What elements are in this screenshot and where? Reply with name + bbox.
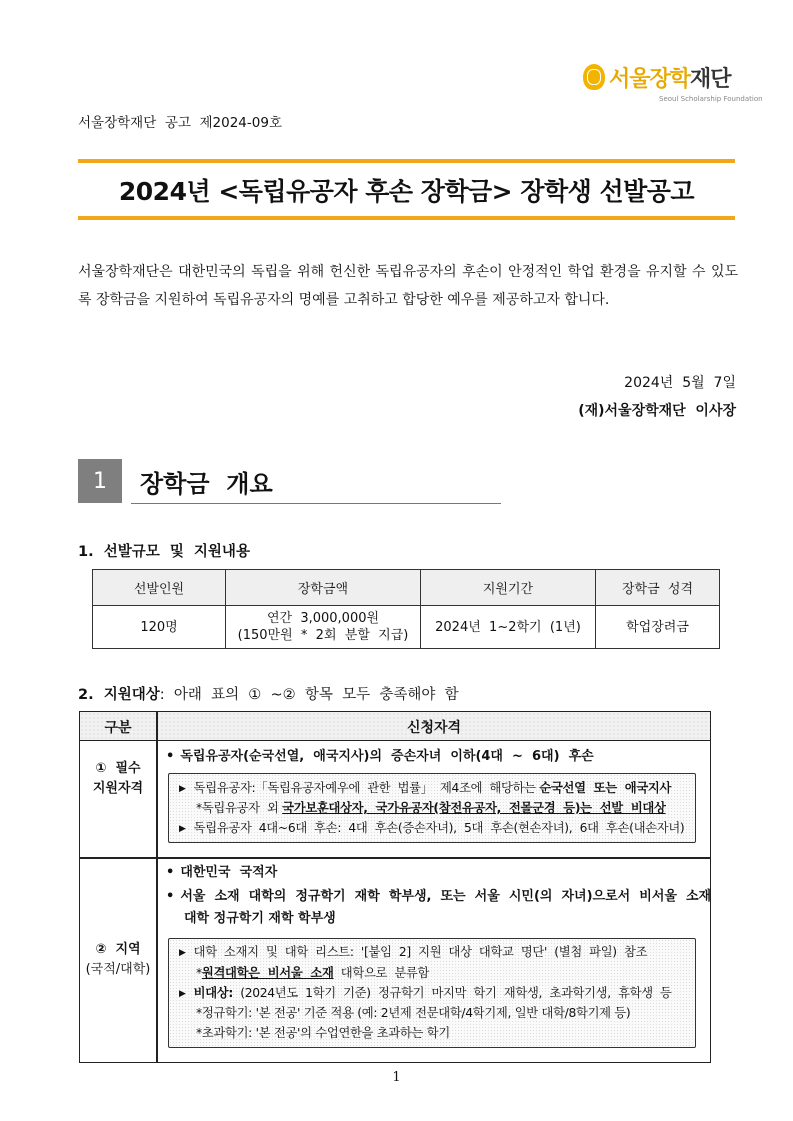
req2-box-line2-underline: 원격대학은 비서울 소재 bbox=[201, 966, 334, 980]
req2-label bbox=[80, 940, 156, 980]
subsection-2-title-rest: : 아래 표의 ① ~② 항목 모두 충족해야 함 bbox=[159, 687, 459, 703]
logo-name-part2: 재단 bbox=[690, 67, 731, 92]
page-number: 1 bbox=[392, 1070, 401, 1085]
section-title: 장학금 개요 bbox=[140, 470, 273, 498]
req1-detail-box bbox=[168, 773, 696, 843]
req2-bullet2-text: 서울 소재 대학의 정규학기 재학 학부생, 또는 서울 시민(의 자녀)으로서 비서울 소재 bbox=[180, 889, 712, 904]
amount-line2: (150만원 * 2회 분할 지급) bbox=[237, 628, 409, 643]
header-qualification: 신청자격 bbox=[406, 720, 462, 736]
section-underline bbox=[131, 503, 501, 504]
req2-bullet2-cont: 대학 정규학기 재학 학부생 bbox=[184, 911, 336, 926]
subsection-1-title: 1. 선발규모 및 지원내용 bbox=[78, 544, 250, 560]
foundation-logo bbox=[583, 62, 763, 108]
eligibility-table bbox=[79, 711, 711, 1063]
row-divider bbox=[80, 857, 710, 859]
header-amount: 장학금액 bbox=[226, 570, 421, 606]
req1-label bbox=[80, 759, 156, 799]
req1-box-line3 bbox=[179, 818, 684, 840]
cell-count: 120명 bbox=[93, 606, 226, 649]
req2-box-line1-text: 대학 소재지 및 대학 리스트: '[붙임 2] 지원 대상 대학교 명단' (별첨 파일) 참조 bbox=[193, 945, 648, 959]
subsection-2-title-bold: 2. 지원대상 bbox=[78, 687, 160, 703]
req2-box-line3-bold: 비대상: bbox=[193, 986, 233, 1000]
req2-box-line4: *정규학기: '본 전공' 기준 적용 (예: 2년제 전문대학/4학기제, 일반 대학/8학기제 등) bbox=[196, 1006, 631, 1020]
section-number-badge: 1 bbox=[78, 459, 122, 503]
req2-bullet1 bbox=[166, 862, 277, 884]
req2-box-line2 bbox=[196, 963, 429, 983]
req1-bullet bbox=[166, 746, 594, 768]
amount-line1: 연간 3,000,000원 bbox=[266, 611, 380, 626]
triangle-bullet-icon: ▶ bbox=[179, 989, 186, 999]
req1-bullet-text: 독립유공자(순국선열, 애국지사)의 증손자녀 이하(4대 ~ 6대) 후손 bbox=[180, 749, 594, 764]
cell-nature: 학업장려금 bbox=[596, 606, 720, 649]
req1-box-line1-bold: 순국선열 또는 애국지사 bbox=[539, 781, 672, 795]
bullet-dot-icon: • bbox=[166, 865, 175, 880]
req2-box-line3-text: (2024년도 1학기 기준) 정규학기 마지막 학기 재학생, 초과학기생, 휴학생 등 bbox=[232, 986, 672, 1000]
req1-box-line1 bbox=[179, 778, 671, 800]
req1-box-line2-text: *독립유공자 외 bbox=[196, 801, 283, 815]
req1-label-line1: ① 필수 bbox=[95, 761, 141, 776]
support-table bbox=[92, 569, 720, 649]
req1-box-line3-text: 독립유공자 4대~6대 후손: 4대 후손(증손자녀), 5대 후손(현손자녀), 6대 후손(내손자녀) bbox=[193, 821, 685, 835]
notice-number: 서울장학재단 공고 제2024-09호 bbox=[78, 115, 282, 131]
req1-label-line2: 지원자격 bbox=[92, 781, 144, 796]
intro-paragraph: 서울장학재단은 대한민국의 독립을 위해 헌신한 독립유공자의 후손이 안정적인 학업 환경을 유지할 수 있도록 장학금을 지원하여 독립유공자의 명예를 고취하고 합당한 예우를 제공하고자 합니다. bbox=[78, 264, 738, 308]
req2-detail-box bbox=[168, 938, 696, 1048]
triangle-bullet-icon: ▶ bbox=[179, 948, 186, 958]
bullet-dot-icon: • bbox=[166, 889, 175, 904]
req2-label-line1: ② 지역 bbox=[95, 942, 141, 957]
subsection-2-title bbox=[78, 683, 459, 704]
cell-amount bbox=[226, 606, 421, 649]
req1-box-line1-text: 독립유공자:「독립유공자예우에 관한 법률」 제4조에 해당하는 bbox=[193, 781, 540, 795]
req2-box-line1 bbox=[179, 942, 647, 964]
logo-subtitle: Seoul Scholarship Foundation bbox=[659, 95, 763, 103]
table-row bbox=[93, 606, 720, 649]
req2-bullet2 bbox=[166, 886, 711, 908]
req2-box-line5: *초과학기: '본 전공'의 수업연한을 초과하는 학기 bbox=[196, 1026, 450, 1040]
req2-box-line2-prefix: * bbox=[196, 966, 202, 980]
header-nature: 장학금 성격 bbox=[596, 570, 720, 606]
req2-box-line3 bbox=[179, 983, 672, 1005]
title-rule-bottom bbox=[78, 216, 735, 220]
req2-bullet1-text: 대한민국 국적자 bbox=[180, 865, 278, 880]
triangle-bullet-icon: ▶ bbox=[179, 784, 186, 794]
table-header-row bbox=[93, 570, 720, 606]
req1-box-line2-underline: 국가보훈대상자, 국가유공자(참전유공자, 전몰군경 등)는 선발 비대상 bbox=[282, 801, 666, 815]
notice-date: 2024년 5월 7일 bbox=[624, 375, 736, 391]
logo-name-part1: 서울장학 bbox=[609, 67, 691, 92]
logo-emblem-icon bbox=[583, 64, 605, 90]
signer: (재)서울장학재단 이사장 bbox=[578, 403, 736, 419]
req1-box-line2 bbox=[196, 798, 666, 818]
req2-box-line2-text: 대학으로 분류함 bbox=[333, 966, 430, 980]
document-title: 2024년 <독립유공자 후손 장학금> 장학생 선발공고 bbox=[118, 177, 695, 206]
title-rule-top bbox=[78, 159, 735, 163]
cell-period: 2024년 1~2학기 (1년) bbox=[421, 606, 596, 649]
header-count: 선발인원 bbox=[93, 570, 226, 606]
header-category: 구분 bbox=[104, 720, 132, 736]
logo-wordmark bbox=[609, 62, 731, 93]
triangle-bullet-icon: ▶ bbox=[179, 824, 186, 834]
req2-label-line2: (국적/대학) bbox=[85, 962, 151, 977]
bullet-dot-icon: • bbox=[166, 749, 175, 764]
header-period: 지원기간 bbox=[421, 570, 596, 606]
column-divider bbox=[156, 712, 158, 1062]
